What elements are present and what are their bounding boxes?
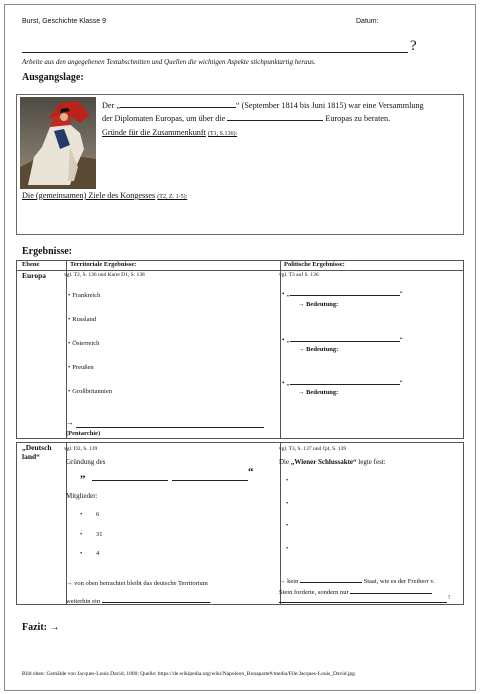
title-line xyxy=(22,52,408,53)
europa-bedeutung-2: → Bedeutung: xyxy=(298,346,339,353)
pol-blank-1[interactable] xyxy=(290,289,400,296)
territorium-conclusion-2: weiterhin ein . xyxy=(66,598,212,605)
pentarchie-blank[interactable] xyxy=(76,427,264,428)
line2-pre: der Diplomaten Europas, um über die xyxy=(102,114,226,123)
mitglieder-bullet-2: • xyxy=(80,531,83,538)
state-grossbritannien: • Großbritannien xyxy=(68,388,112,395)
schlussakte-bullet-3: • xyxy=(286,522,289,529)
state-oesterreich: • Österreich xyxy=(68,340,99,347)
de-terr-source: vgl. D2, S. 139 xyxy=(64,446,98,452)
instruction: Arbeite aus den angegebenen Textabschnitten und Quellen die wichtigen Aspekte stichpunktartig heraus. xyxy=(22,58,316,66)
territorium-conclusion-1: → von oben betrachtet bleibt das deutsche Territorium xyxy=(66,580,208,587)
line1-pre: Der „ xyxy=(102,101,120,110)
de-pol-source: vgl. T3, S. 137 und Q4, S. 139 xyxy=(279,446,347,452)
gruende-source: (T1, S.136): xyxy=(207,131,238,137)
schlussakte-line: Die „Wiener Schlussakte“ legte fest: xyxy=(279,458,386,466)
kongress-line-1 xyxy=(102,99,424,110)
europa-terr-source: vgl. T2, S. 136 und Karte D1, S. 138 xyxy=(64,272,145,278)
mitglieder-count-1: 6 xyxy=(96,511,100,518)
stein-blank[interactable] xyxy=(350,587,432,594)
kein-staat-line: → kein Staat, wie es der Freiherr v. xyxy=(279,578,435,585)
mitglieder-bullet-1: • xyxy=(80,511,83,518)
pentarchie-arrow: → xyxy=(66,418,74,427)
mitglieder-label: Mitglieder: xyxy=(66,492,98,500)
header-date: Datum: xyxy=(356,18,379,25)
gruendung-label: Gründung des xyxy=(66,458,106,466)
footer-source: Bild oben: Gemälde von Jacques-Louis David, 1800; Quelle: https://de.wikipedia.org/wiki/Napoleon_Bonaparte#/media/File:Jacques-Louis_David.jpg xyxy=(22,671,355,677)
europa-bedeutung-3: → Bedeutung: xyxy=(298,389,339,396)
europa-pol-item-3: • „ “ xyxy=(282,378,403,387)
row-europa-label: Europa xyxy=(17,271,67,439)
mitglieder-bullet-3: • xyxy=(80,550,83,557)
line2-post: Europas zu beraten. xyxy=(325,114,391,123)
state-frankreich: • Frankreich xyxy=(68,292,100,299)
territorium-blank[interactable] xyxy=(102,596,210,603)
col-territorial: Territoriale Ergebnisse: xyxy=(67,261,281,271)
col-politisch: Politische Ergebnisse: xyxy=(281,261,464,271)
schlussakte-bullet-2: • xyxy=(286,500,289,507)
gruende-label xyxy=(102,128,237,137)
stein-excl: ! xyxy=(448,594,451,601)
pol-blank-3[interactable] xyxy=(290,378,400,385)
gruendung-blank-2[interactable] xyxy=(172,480,248,481)
europa-pol-item-2: • „ “ xyxy=(282,335,403,344)
state-russland: • Russland xyxy=(68,316,96,323)
row-deutschland-label: „Deutsch land“ xyxy=(17,443,67,605)
ausgangslage-heading: Ausgangslage: xyxy=(22,72,84,83)
ziele-source: (T2, Z. 1-5): xyxy=(157,194,188,200)
gruende-text: Gründe für die Zusammenkunft xyxy=(102,128,206,137)
kongress-line-2 xyxy=(102,112,390,123)
col-ebene: Ebene xyxy=(17,261,67,271)
schlussakte-bullet-1: • xyxy=(286,477,289,484)
europa-pol-item-1: • „ “ xyxy=(282,289,403,298)
kongress-name-blank[interactable] xyxy=(120,99,236,108)
europa-pol-source: vgl. T3 auf S. 136 xyxy=(279,272,319,278)
mitglieder-count-3: 4 xyxy=(96,550,100,557)
line1-post: “ (September 1814 bis Juni 1815) war eine Versammlung xyxy=(235,101,424,110)
pentarchie-label: (Pentarchie) xyxy=(66,430,101,437)
stein-line: Stein forderte, sondern nur xyxy=(279,587,432,596)
europa-bedeutung-1: → Bedeutung: xyxy=(298,301,339,308)
ziele-text: Die (gemeinsamen) Ziele des Kongesses xyxy=(22,191,156,200)
schlussakte-bullet-4: • xyxy=(286,545,289,552)
ziele-label xyxy=(22,191,187,200)
stein-blank-2[interactable] xyxy=(279,602,447,603)
fazit-label: Fazit: → xyxy=(22,622,60,633)
kein-staat-blank[interactable] xyxy=(300,576,362,583)
topic-blank[interactable] xyxy=(227,112,323,121)
pol-blank-2[interactable] xyxy=(290,335,400,342)
ergebnisse-heading: Ergebnisse: xyxy=(22,246,72,257)
state-preussen: • Preußen xyxy=(68,364,94,371)
mitglieder-count-2: 31 xyxy=(96,531,103,538)
title-question-mark: ? xyxy=(410,38,417,54)
header-course: Burst, Geschichte Klasse 9 xyxy=(22,18,107,25)
gruendung-blank-1[interactable] xyxy=(92,480,168,481)
napoleon-painting xyxy=(20,97,96,189)
gruendung-quote-open: „ xyxy=(80,468,86,480)
gruendung-quote-close: “ xyxy=(248,466,254,478)
